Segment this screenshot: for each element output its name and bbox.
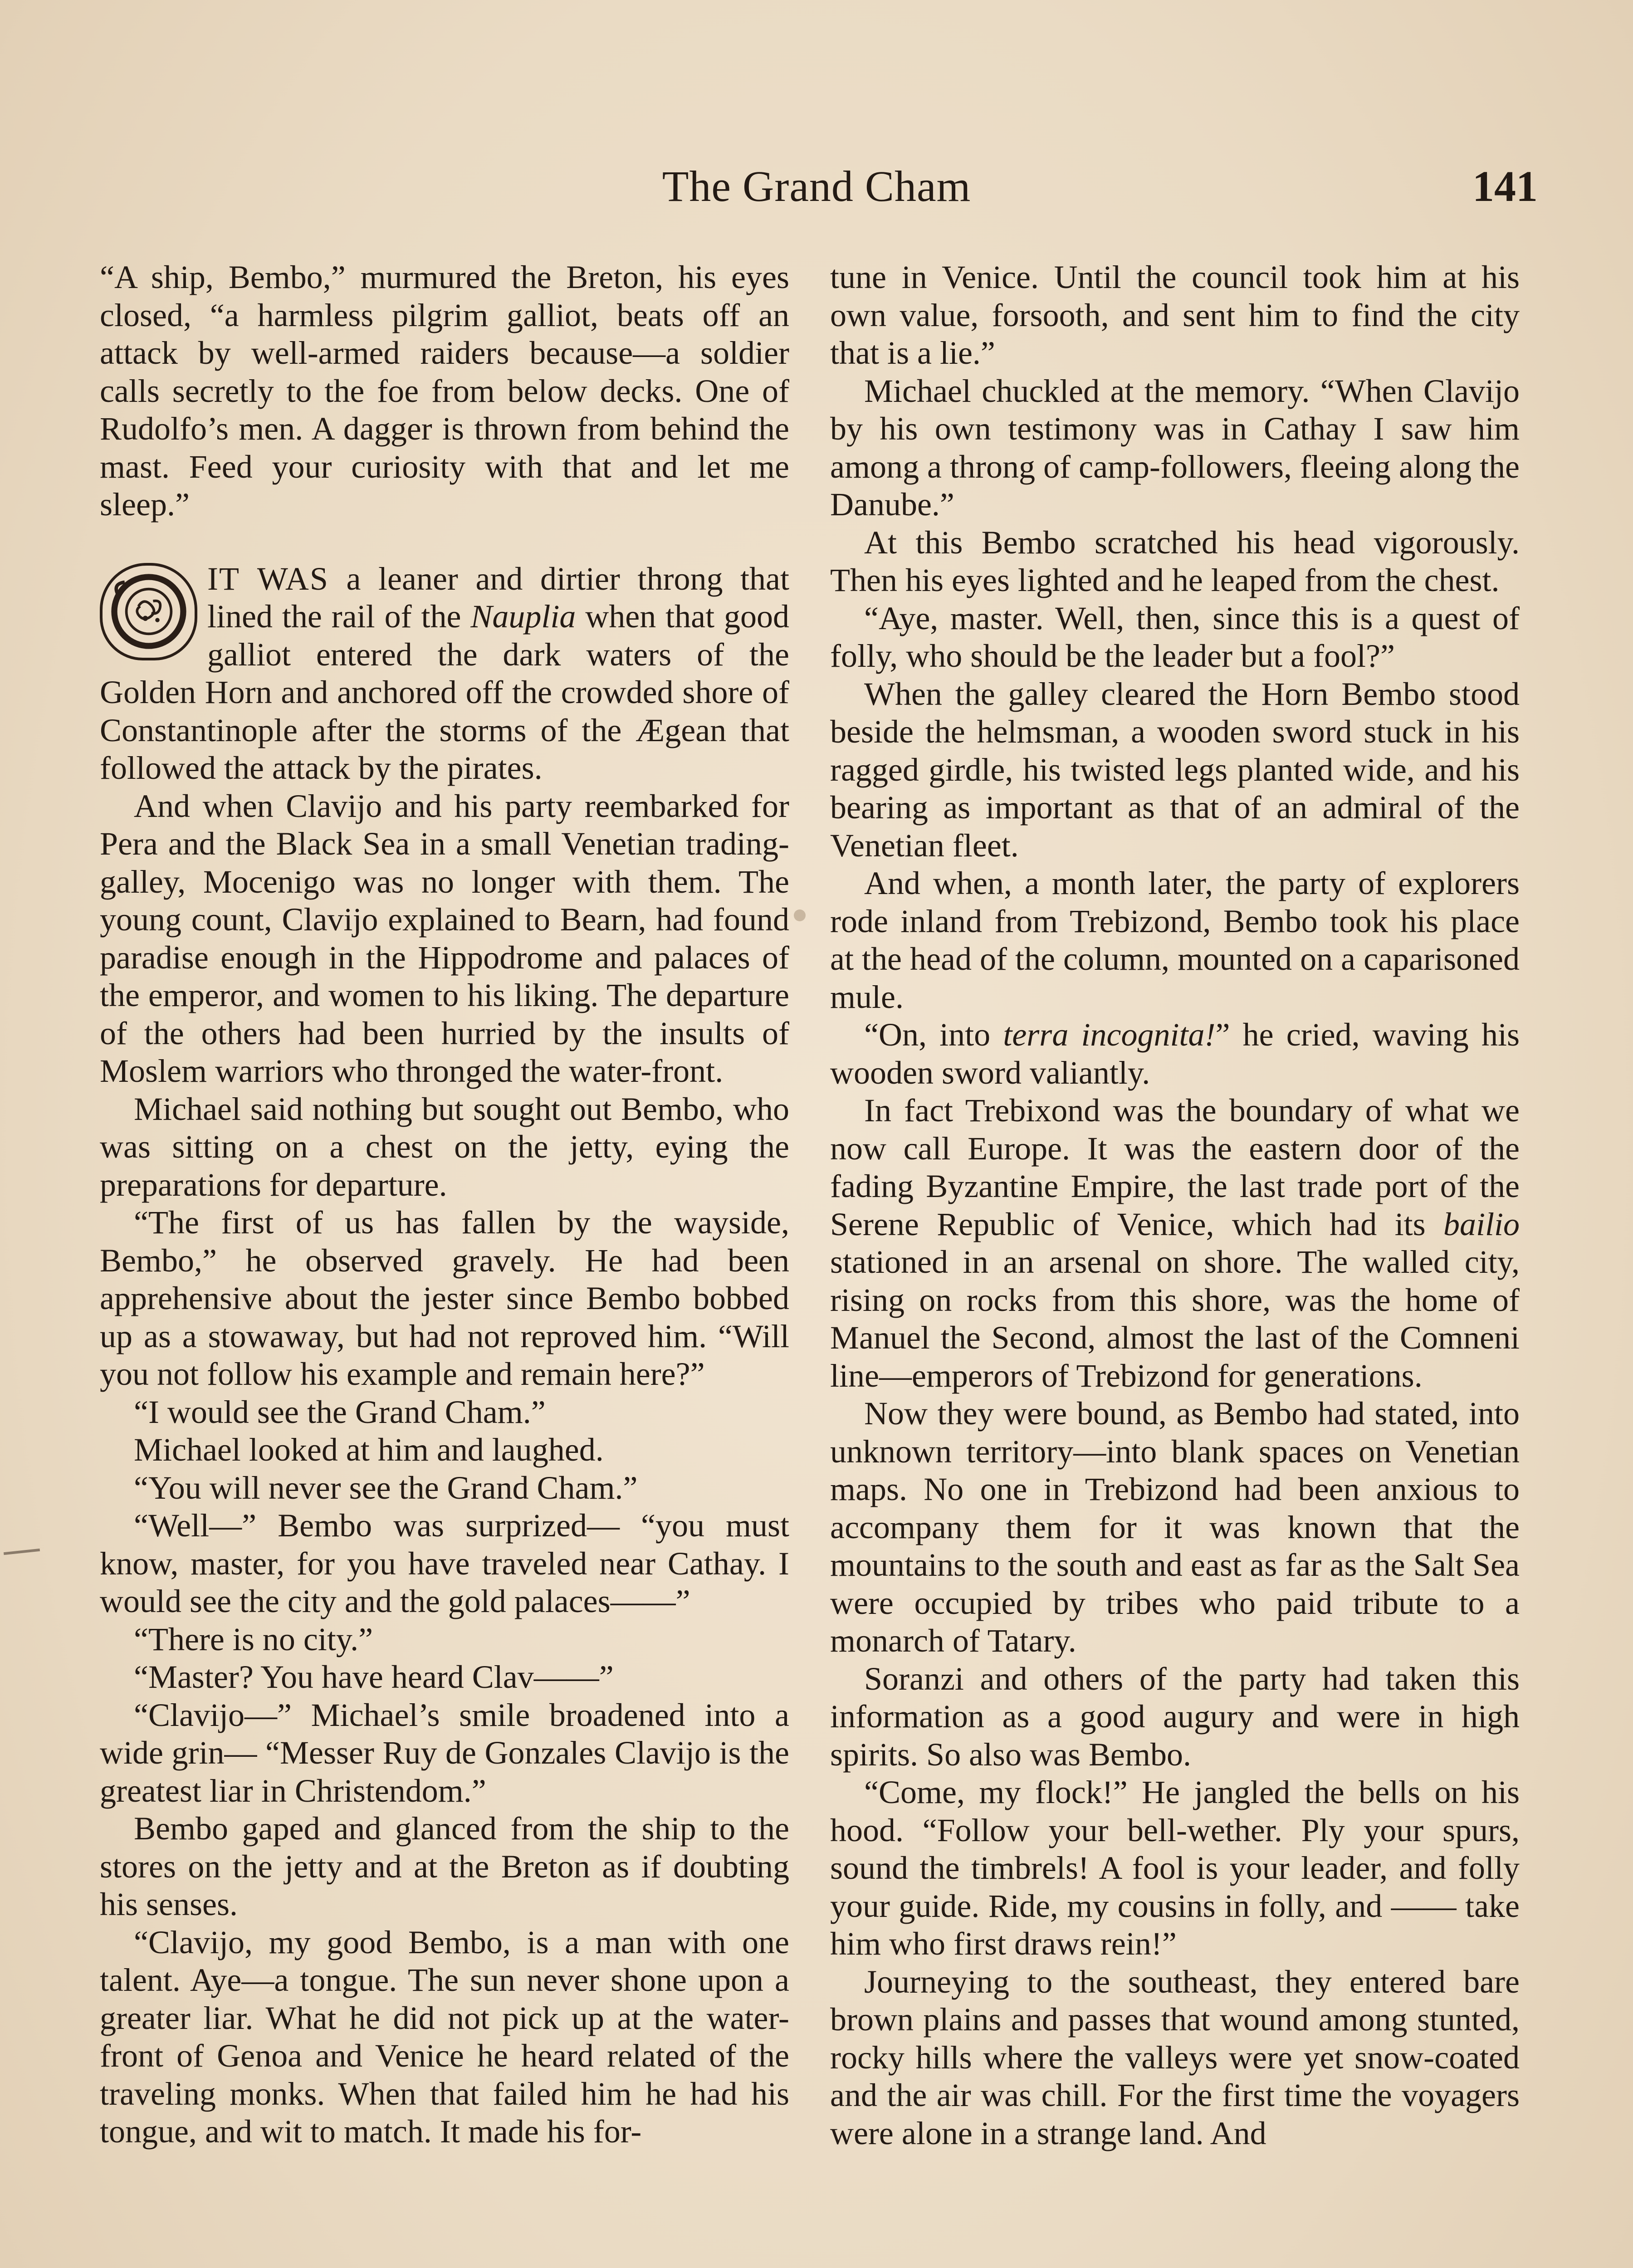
paragraph: At this Bembo scratched his head vigorously. Then his eyes lighted and he leaped from the chest. bbox=[830, 524, 1520, 598]
italic-phrase: terra incognita! bbox=[1003, 1017, 1216, 1053]
section-opening bbox=[100, 560, 789, 787]
paragraph: “Aye, master. Well, then, since this is a quest of folly, who should be the leader but a fool?” bbox=[830, 600, 1520, 674]
paragraph: Soranzi and others of the party had taken this information as a good augury and were in high spirits. So also was Bembo. bbox=[830, 1660, 1520, 1773]
paragraph: “Well—” Bembo was surprized— “you must know, master, for you have traveled near Cathay. I would see the city and the gold palaces——” bbox=[100, 1507, 789, 1619]
paragraph: Michael chuckled at the memory. “When Clavijo by his own testimony was in Cathay I saw him among a throng of camp-followers, fleeing along the Danube.” bbox=[830, 372, 1520, 523]
paragraph bbox=[830, 1016, 1520, 1092]
paragraph: “Master? You have heard Clav——” bbox=[134, 1659, 614, 1695]
text-run: ” he cried, waving his wooden sword valiantly. bbox=[830, 1017, 1520, 1091]
paragraph: And when, a month later, the party of explorers rode inland from Trebizond, Bembo took his place at the head of the column, mounted on a caparisoned mule. bbox=[830, 865, 1520, 1015]
paragraph: Michael looked at him and laughed. bbox=[134, 1432, 604, 1468]
paragraph: “There is no city.” bbox=[134, 1621, 373, 1657]
paragraph: “You will never see the Grand Cham.” bbox=[134, 1469, 638, 1506]
text-run: “On, into bbox=[864, 1017, 1003, 1053]
section-first-paragraph bbox=[100, 560, 789, 787]
left-column bbox=[100, 259, 789, 2151]
paragraph: “The first of us has fallen by the wayside, Bembo,” he observed gravely. He had been apprehensive about the jester since Bembo bobbed up as a stowaway, but had not reproved him. “Will you not follow his example and remain here?” bbox=[100, 1204, 789, 1392]
text-run: a leaner and dirtier throng that lined the rail of the bbox=[207, 560, 790, 635]
paragraph: “Come, my flock!” He jangled the bells on his hood. “Follow your bell-wether. Ply your spurs, sound the timbrels! A fool is your leader, and folly your guide. Ride, my cousins in folly, and —— take him who first draws rein!” bbox=[830, 1774, 1520, 1962]
text-run: when that good galliot entered the dark waters of the Golden Horn and anchored off the crowded shore of Constantinople after the storms of the Ægean that followed the attack by the pirates. bbox=[100, 598, 789, 786]
page-number: 141 bbox=[1472, 162, 1538, 210]
paper-blemish bbox=[794, 909, 806, 921]
paragraph: And when Clavijo and his party reembarked for Pera and the Black Sea in a small Venetian trading-galley, Mocenigo was no longer with them. The young count, Clavijo explained to Bearn, had found paradise enough in the Hippodrome and palaces of the emperor, and women to his liking. The departure of the others had been hurried by the insults of Moslem warriors who thronged the water-front. bbox=[100, 787, 789, 1089]
paragraph: Bembo gaped and glanced from the ship to the stores on the jetty and at the Breton as if doubting his senses. bbox=[100, 1810, 789, 1922]
right-column bbox=[830, 259, 1520, 2152]
ship-name: Nauplia bbox=[470, 598, 576, 635]
paragraph: Journeying to the southeast, they entered bare brown plains and passes that wound among stunted, rocky hills where the valleys were yet snow-coated and the air was chill. For the first time the voyagers were alone in a strange land. And bbox=[830, 1963, 1520, 2151]
paragraph: tune in Venice. Until the council took him at his own value, forsooth, and sent him to find the city that is a lie.” bbox=[830, 259, 1520, 371]
text-run: In fact Trebixond was the boundary of what we now call Europe. It was the eastern door of the fading Byzantine Empire, the last trade port of the Serene Republic of Venice, which had its bbox=[830, 1092, 1520, 1242]
paragraph: “A ship, Bembo,” murmured the Breton, his eyes closed, “a harmless pilgrim galliot, beats off an attack by well-armed raiders because—a soldier calls secretly to the foe from below decks. One of Rudolfo’s men. A dagger is thrown from behind the mast. Feed your curiosity with that and let me sleep.” bbox=[100, 259, 789, 523]
italic-word: bailio bbox=[1443, 1206, 1520, 1242]
running-title: The Grand Cham bbox=[662, 162, 971, 210]
paragraph bbox=[830, 1092, 1520, 1395]
paragraph: When the galley cleared the Horn Bembo stood beside the helmsman, a wooden sword stuck in his ragged girdle, his twisted legs planted wide, and his bearing as important as that of an admiral of the Venetian fleet. bbox=[830, 675, 1520, 864]
lead-in-words: IT WAS bbox=[207, 560, 329, 597]
paragraph: “Clavijo—” Michael’s smile broadened into a wide grin— “Messer Ruy de Gonzales Clavijo is the greatest liar in Christendom.” bbox=[100, 1696, 789, 1809]
margin-mark bbox=[4, 1549, 40, 1555]
text-run: stationed in an arsenal on shore. The walled city, rising on rocks from this shore, was the home of Manuel the Second, almost the last of the Comneni line—emperors of Trebizond for generations. bbox=[830, 1244, 1520, 1394]
paragraph: “I would see the Grand Cham.” bbox=[134, 1393, 546, 1430]
ornamental-initial-o-icon bbox=[100, 563, 197, 660]
paragraph: Michael said nothing but sought out Bembo, who was sitting on a chest on the jetty, eying the preparations for departure. bbox=[100, 1090, 789, 1203]
paragraph: “Clavijo, my good Bembo, is a man with one talent. Aye—a tongue. The sun never shone upon a greater liar. What he did not pick up at the water-front of Genoa and Venice he heard related of the traveling monks. When that failed him he had his tongue, and wit to match. It made his for- bbox=[100, 1924, 789, 2150]
paragraph: Now they were bound, as Bembo had stated, into unknown territory—into blank spaces on Venetian maps. No one in Trebizond had been anxious to accompany them for it was known that the mountains to the south and east as far as the Salt Sea were occupied by tribes who paid tribute to a monarch of Tatary. bbox=[830, 1395, 1520, 1659]
